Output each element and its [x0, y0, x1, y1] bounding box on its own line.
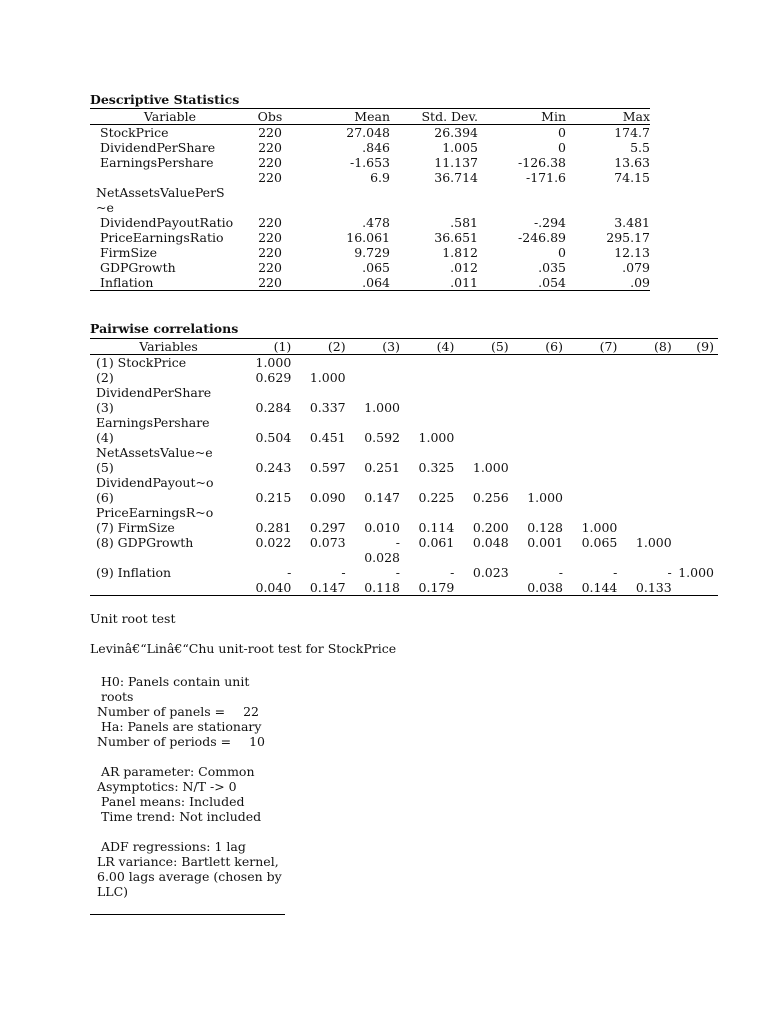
desc-row [90, 260, 650, 275]
descriptive-statistics-title: Descriptive Statistics [90, 92, 240, 107]
desc-row [90, 215, 650, 230]
desc-value-cell: -171.6 [525, 170, 566, 185]
panel-means-line: Panel means: Included [101, 794, 245, 809]
corr-value-cell: 0.048 [472, 535, 509, 550]
corr-value-cell [676, 370, 718, 400]
corr-value-cell: 0.256 [472, 490, 509, 505]
corr-value-cell [621, 370, 675, 400]
corr-row [90, 370, 718, 400]
time-trend-line: Time trend: Not included [101, 809, 262, 824]
corr-variable-cell: (8) GDPGrowth [96, 535, 194, 550]
corr-variable-cell: (6) PriceEarningsR~o [96, 490, 214, 520]
corr-value-cell [404, 355, 458, 371]
desc-row [90, 125, 650, 141]
corr-value-cell: 1.000 [255, 355, 292, 370]
desc-value-cell: 5.5 [630, 140, 650, 155]
desc-value-cell: 220 [258, 140, 282, 155]
corr-variable-cell: (7) FirmSize [96, 520, 175, 535]
corr-value-cell [350, 370, 404, 400]
desc-row [90, 140, 650, 155]
corr-header-cell: (4) [404, 339, 458, 355]
desc-row [90, 155, 650, 170]
corr-row [90, 535, 718, 565]
corr-value-cell: 0.128 [527, 520, 564, 535]
desc-value-cell: .846 [362, 140, 390, 155]
desc-header-cell: Variable [90, 109, 240, 125]
corr-value-cell [513, 355, 567, 371]
pairwise-correlations-table [90, 338, 718, 596]
corr-value-cell [458, 430, 512, 460]
desc-value-cell: 13.63 [614, 155, 650, 170]
corr-header-cell: Variables [90, 339, 241, 355]
desc-variable-cell: FirmSize [100, 245, 158, 260]
desc-variable-cell: DividendPayoutRatio [100, 215, 234, 230]
corr-value-cell [621, 355, 675, 371]
llc-test-block [97, 674, 282, 899]
corr-value-cell [621, 430, 675, 460]
asymptotics-line: Asymptotics: N/T -> 0 [97, 779, 237, 794]
desc-row [90, 275, 650, 291]
desc-value-cell: 9.729 [354, 245, 390, 260]
corr-variable-cell: (1) StockPrice [96, 355, 187, 370]
corr-value-cell: 0.061 [418, 535, 455, 550]
desc-value-cell: 0 [558, 125, 566, 140]
corr-row [90, 400, 718, 430]
corr-value-cell: 0.090 [309, 490, 346, 505]
corr-value-cell [567, 370, 621, 400]
desc-value-cell: 27.048 [346, 125, 390, 140]
desc-value-cell: .079 [622, 260, 650, 275]
corr-value-cell: 0.297 [309, 520, 346, 535]
desc-row [90, 230, 650, 245]
desc-value-cell: 12.13 [614, 245, 650, 260]
desc-value-cell: .035 [538, 260, 566, 275]
corr-value-cell [513, 400, 567, 430]
corr-value-cell: 0.337 [309, 400, 346, 415]
corr-value-cell: 0.325 [418, 460, 455, 475]
corr-value-cell [458, 355, 512, 371]
corr-value-cell: 0.010 [364, 520, 400, 535]
corr-value-cell [621, 490, 675, 520]
corr-value-cell: 0.001 [527, 535, 564, 550]
descriptive-statistics-table [90, 108, 650, 291]
corr-value-cell [676, 535, 718, 565]
corr-value-cell: 0.023 [458, 565, 512, 596]
desc-value-cell: 26.394 [434, 125, 478, 140]
desc-header-cell: Std. Dev. [390, 109, 478, 125]
corr-value-cell [567, 430, 621, 460]
corr-value-cell: 0.451 [309, 430, 346, 445]
corr-value-cell: 0.215 [255, 490, 292, 505]
corr-value-cell: 1.000 [581, 520, 618, 535]
corr-value-cell [676, 430, 718, 460]
corr-row [90, 565, 718, 596]
corr-value-cell [567, 460, 621, 490]
desc-value-cell: 16.061 [346, 230, 390, 245]
corr-variable-cell: (5) DividendPayout~o [96, 460, 214, 490]
lr-variance-line: LR variance: Bartlett kernel, 6.00 lags average (chosen by LLC) [97, 854, 282, 899]
corr-value-cell: 1.000 [309, 370, 346, 385]
corr-header-cell: (9) [676, 339, 718, 355]
corr-value-cell: 1.000 [676, 565, 718, 596]
corr-value-cell [458, 400, 512, 430]
corr-value-cell: - 0.118 [350, 565, 404, 596]
corr-header-cell: (7) [567, 339, 621, 355]
corr-value-cell: 0.065 [581, 535, 618, 550]
desc-value-cell: 74.15 [614, 170, 650, 185]
desc-value-cell: 220 [258, 170, 282, 185]
desc-header-cell: Min [478, 109, 566, 125]
corr-header-cell: (5) [458, 339, 512, 355]
desc-value-cell: 220 [258, 230, 282, 245]
corr-value-cell [621, 520, 675, 535]
desc-value-cell: -1.653 [349, 155, 390, 170]
ar-line: AR parameter: Common [101, 764, 255, 779]
desc-value-cell: 220 [258, 245, 282, 260]
desc-value-cell: 11.137 [434, 155, 478, 170]
corr-value-cell: - 0.144 [567, 565, 621, 596]
desc-value-cell: 220 [258, 125, 282, 140]
corr-value-cell [676, 400, 718, 430]
desc-value-cell: -126.38 [518, 155, 566, 170]
desc-value-cell: 220 [258, 155, 282, 170]
desc-value-cell: 220 [258, 260, 282, 275]
desc-variable-cell: Inflation [90, 275, 240, 291]
corr-value-cell [513, 370, 567, 400]
corr-value-cell: 1.000 [364, 400, 400, 415]
desc-value-cell: 36.651 [434, 230, 478, 245]
h0-line: H0: Panels contain unit roots [101, 674, 250, 704]
corr-value-cell: 0.281 [255, 520, 292, 535]
desc-value-cell: .064 [300, 275, 390, 291]
corr-row [90, 520, 718, 535]
corr-value-cell [676, 355, 718, 371]
corr-value-cell: - 0.147 [295, 565, 349, 596]
corr-value-cell: 0.073 [309, 535, 346, 550]
corr-value-cell: 0.200 [472, 520, 509, 535]
corr-value-cell [621, 460, 675, 490]
desc-value-cell: 1.005 [442, 140, 478, 155]
corr-value-cell: 0.597 [309, 460, 346, 475]
corr-row [90, 490, 718, 520]
adf-line: ADF regressions: 1 lag [101, 839, 246, 854]
corr-variable-cell: (2) DividendPerShare [96, 370, 212, 400]
desc-value-cell: .09 [566, 275, 650, 291]
ha-line: Ha: Panels are stationary [101, 719, 262, 734]
pairwise-correlations-title: Pairwise correlations [90, 321, 239, 336]
desc-value-cell: .054 [478, 275, 566, 291]
periods-line [97, 734, 282, 749]
section-rule [90, 914, 285, 915]
desc-value-cell: 220 [240, 275, 300, 291]
desc-row [90, 245, 650, 260]
periods-label: Number of periods = [97, 734, 232, 749]
desc-row [90, 170, 650, 215]
corr-value-cell [567, 400, 621, 430]
corr-value-cell [567, 490, 621, 520]
corr-value-cell [676, 490, 718, 520]
corr-value-cell: 0.225 [418, 490, 455, 505]
periods-value: 10 [249, 734, 265, 749]
corr-value-cell: 0.147 [364, 490, 400, 505]
corr-value-cell: - 0.179 [404, 565, 458, 596]
desc-value-cell: 295.17 [606, 230, 650, 245]
corr-value-cell: 0.592 [364, 430, 400, 445]
corr-value-cell [404, 370, 458, 400]
corr-value-cell [676, 460, 718, 490]
desc-value-cell: .065 [362, 260, 390, 275]
corr-header-cell: (8) [621, 339, 675, 355]
corr-header-cell: (1) [241, 339, 295, 355]
desc-header-cell: Mean [300, 109, 390, 125]
corr-value-cell: 1.000 [418, 430, 455, 445]
corr-value-cell: 0.284 [255, 400, 292, 415]
corr-value-cell: 0.251 [364, 460, 400, 475]
corr-value-cell: 1.000 [527, 490, 564, 505]
corr-value-cell: 0.022 [255, 535, 292, 550]
corr-header-cell: (6) [513, 339, 567, 355]
desc-variable-cell: EarningsPershare [100, 155, 214, 170]
corr-row [90, 460, 718, 490]
corr-value-cell [513, 460, 567, 490]
corr-value-cell: - 0.038 [513, 565, 567, 596]
desc-variable-cell: DividendPerShare [100, 140, 216, 155]
corr-value-cell: 0.504 [255, 430, 292, 445]
desc-value-cell: 0 [558, 140, 566, 155]
corr-value-cell [458, 370, 512, 400]
desc-header-cell: Max [566, 109, 650, 125]
corr-value-cell [513, 430, 567, 460]
corr-row [90, 355, 718, 371]
corr-value-cell: - 0.040 [241, 565, 295, 596]
corr-value-cell [295, 355, 349, 371]
desc-variable-cell: StockPrice [100, 125, 169, 140]
desc-value-cell: .012 [450, 260, 478, 275]
desc-value-cell: 1.812 [442, 245, 478, 260]
desc-variable-cell: NetAssetsValuePerS~e [96, 185, 225, 215]
desc-value-cell: 0 [558, 245, 566, 260]
desc-header-cell: Obs [240, 109, 300, 125]
desc-value-cell: .478 [362, 215, 390, 230]
corr-value-cell [676, 520, 718, 535]
corr-value-cell: 0.114 [418, 520, 455, 535]
desc-value-cell: .011 [390, 275, 478, 291]
corr-value-cell [350, 355, 404, 371]
desc-value-cell: -.294 [533, 215, 566, 230]
desc-variable-cell: GDPGrowth [100, 260, 176, 275]
corr-value-cell: 0.243 [255, 460, 292, 475]
corr-variable-cell: (3) EarningsPershare [96, 400, 210, 430]
desc-variable-cell: PriceEarningsRatio [100, 230, 224, 245]
desc-value-cell: 36.714 [434, 170, 478, 185]
desc-value-cell: 3.481 [614, 215, 650, 230]
corr-value-cell [404, 400, 458, 430]
llc-test-title: Levinâ€“Linâ€“Chu unit-root test for StockPrice [90, 641, 397, 656]
unit-root-heading: Unit root test [90, 611, 176, 626]
desc-value-cell: 6.9 [370, 170, 390, 185]
corr-value-cell: 1.000 [635, 535, 672, 550]
corr-value-cell: - 0.133 [621, 565, 675, 596]
corr-variable-cell: (9) Inflation [90, 565, 241, 596]
panels-label: Number of panels = [97, 704, 226, 719]
corr-value-cell [621, 400, 675, 430]
panels-value: 22 [243, 704, 259, 719]
corr-value-cell: - 0.028 [364, 535, 400, 565]
desc-value-cell: .581 [450, 215, 478, 230]
corr-header-cell: (2) [295, 339, 349, 355]
panels-line [97, 704, 282, 719]
desc-value-cell: -246.89 [518, 230, 566, 245]
corr-value-cell: 1.000 [472, 460, 509, 475]
corr-value-cell [567, 355, 621, 371]
corr-row [90, 430, 718, 460]
corr-value-cell: 0.629 [255, 370, 292, 385]
corr-variable-cell: (4) NetAssetsValue~e [96, 430, 213, 460]
corr-header-cell: (3) [350, 339, 404, 355]
desc-value-cell: 174.7 [614, 125, 650, 140]
desc-value-cell: 220 [258, 215, 282, 230]
